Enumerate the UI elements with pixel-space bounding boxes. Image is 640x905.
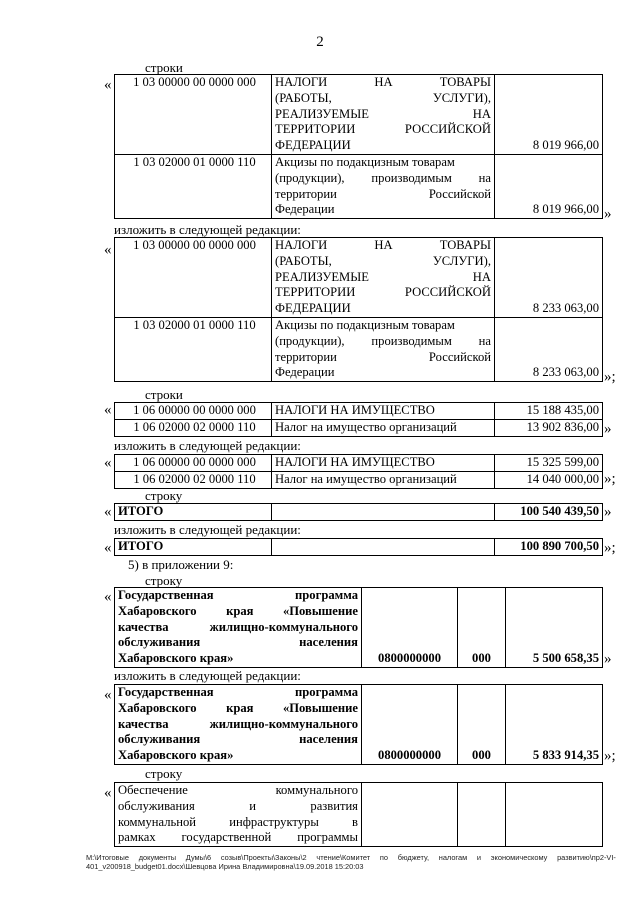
name-word: рамках	[118, 830, 156, 845]
name-line	[118, 651, 358, 667]
row-name	[272, 154, 495, 218]
label-appendix-9: 5) в приложении 9:	[128, 557, 234, 572]
name-line	[118, 799, 358, 815]
name-word: РОССИЙСКОЙ	[404, 285, 491, 300]
name-line	[118, 748, 358, 764]
label-stroki: строки	[145, 387, 183, 402]
name-line	[275, 238, 491, 254]
row-name	[115, 588, 362, 668]
name-line	[275, 350, 491, 366]
label-izlozhit: изложить в следующей редакции:	[114, 438, 301, 453]
quote-open: «	[104, 242, 112, 258]
name-line	[118, 815, 358, 831]
table-row	[115, 455, 603, 472]
name-line	[275, 270, 491, 286]
name-word: РЕАЛИЗУЕМЫЕ	[275, 106, 369, 121]
name-word: населения	[299, 635, 358, 650]
name-word: (продукции),	[275, 333, 345, 348]
name-word: обслуживания	[118, 635, 201, 650]
table-row	[115, 685, 603, 765]
name-word: программа	[295, 588, 358, 602]
name-word: «Повышение	[282, 603, 358, 618]
row-amount: 8 233 063,00	[495, 317, 603, 381]
name-line	[118, 783, 358, 799]
table-row	[115, 238, 603, 318]
row-amount: 13 902 836,00	[495, 419, 603, 436]
name-line	[275, 171, 491, 187]
row-name: НАЛОГИ НА ИМУЩЕСТВО	[272, 455, 495, 472]
footer-file-line: 401_v200918_budget01.docx\Шевцова Ирина Владимировна\19.09.2018 15:20:03	[86, 862, 364, 871]
name-word: РЕАЛИЗУЕМЫЕ	[275, 269, 369, 284]
footer-word: созыв\Проекты\Законы\2	[220, 853, 307, 862]
name-word: территории	[275, 186, 337, 201]
row-code: 1 06 02000 02 0000 110	[115, 471, 272, 488]
footer-path-line	[86, 853, 616, 862]
name-word: (РАБОТЫ,	[275, 90, 332, 105]
row-code: 1 03 00000 00 0000 000	[115, 75, 272, 155]
name-line	[275, 107, 491, 123]
name-line	[275, 187, 491, 203]
row-code: 1 03 02000 01 0000 110	[115, 317, 272, 381]
table-row	[115, 403, 603, 420]
name-word: Российской	[428, 349, 491, 364]
name-line	[118, 685, 358, 701]
name-word: качества	[118, 619, 169, 634]
name-word: производимым	[371, 170, 452, 185]
page-number: 2	[316, 34, 324, 50]
name-line	[118, 717, 358, 733]
name-word: ТОВАРЫ	[439, 75, 491, 89]
name-word: Хабаровского края»	[118, 748, 234, 763]
footer-word: документы	[138, 853, 177, 862]
row-name	[115, 783, 362, 847]
name-word: РОССИЙСКОЙ	[404, 122, 491, 137]
empty-cell	[272, 504, 495, 521]
footer-word: и	[476, 853, 482, 862]
row-code: 1 03 00000 00 0000 000	[115, 238, 272, 318]
name-line	[118, 620, 358, 636]
row-amount: 14 040 000,00	[495, 471, 603, 488]
name-line	[118, 830, 358, 846]
empty-cell	[506, 783, 603, 847]
name-word: УСЛУГИ),	[432, 90, 491, 105]
footer-word: бюджету,	[397, 853, 429, 862]
table-row	[115, 317, 603, 381]
name-word: (РАБОТЫ,	[275, 253, 332, 268]
quote-open: «	[104, 589, 112, 605]
row-amount: 15 325 599,00	[495, 455, 603, 472]
name-word: Государственная	[118, 685, 214, 699]
footer-word: экономическому	[490, 853, 548, 862]
row-name	[115, 685, 362, 765]
name-line	[118, 701, 358, 717]
name-word: коммунальной	[118, 814, 197, 829]
name-word: Обеспечение	[118, 783, 188, 797]
quote-close-semicolon: »;	[604, 471, 616, 487]
table-taxes-new	[114, 237, 603, 382]
quote-close-semicolon: »;	[604, 369, 616, 385]
row-name	[272, 317, 495, 381]
name-word: территории	[275, 349, 337, 364]
total-amount: 100 890 700,50	[495, 539, 603, 556]
document-footer	[86, 853, 616, 871]
quote-close: »	[604, 206, 612, 222]
expense-type: 000	[458, 685, 506, 765]
table-total-new	[114, 538, 603, 556]
table-row	[115, 419, 603, 436]
row-name: Налог на имущество организаций	[272, 419, 495, 436]
row-code: 1 06 00000 00 0000 000	[115, 455, 272, 472]
name-line	[275, 75, 491, 91]
row-code: 1 06 02000 02 0000 110	[115, 419, 272, 436]
table-property-old	[114, 402, 603, 437]
table-service-old	[114, 782, 603, 847]
quote-open: «	[104, 402, 112, 418]
name-word: ФЕДЕРАЦИИ	[275, 138, 351, 153]
name-word: жилищно-коммунального	[209, 716, 358, 731]
row-amount: 8 019 966,00	[495, 154, 603, 218]
table-row	[115, 783, 603, 847]
name-word: развития	[310, 798, 358, 813]
name-line	[275, 301, 491, 317]
quote-close: »	[604, 421, 612, 437]
table-total-old	[114, 503, 603, 521]
footer-word: Думы\6	[185, 853, 212, 862]
quote-close: »	[604, 504, 612, 520]
row-name: НАЛОГИ НА ИМУЩЕСТВО	[272, 403, 495, 420]
name-word: Федерации	[275, 202, 335, 217]
name-line	[275, 365, 491, 381]
name-word: края	[226, 603, 254, 618]
name-word: Федерации	[275, 365, 335, 380]
name-word: качества	[118, 716, 169, 731]
name-line	[118, 604, 358, 620]
name-word: Акцизы по подакцизным товарам	[275, 317, 455, 332]
total-label: ИТОГО	[115, 539, 272, 556]
name-word: и	[249, 798, 256, 813]
name-line	[275, 138, 491, 154]
quote-open: «	[104, 77, 112, 93]
name-word: на	[478, 170, 491, 185]
empty-cell	[458, 783, 506, 847]
name-word: края	[226, 700, 254, 715]
name-word: на	[478, 333, 491, 348]
name-word: НАЛОГИ	[275, 238, 328, 252]
label-stroku: строку	[145, 488, 183, 503]
name-word: ТЕРРИТОРИИ	[275, 285, 356, 300]
row-code: 1 06 00000 00 0000 000	[115, 403, 272, 420]
name-word: программы	[297, 830, 358, 845]
row-amount: 8 233 063,00	[495, 238, 603, 318]
name-word: ФЕДЕРАЦИИ	[275, 301, 351, 316]
footer-word: развитию\пр2-VI-	[557, 853, 616, 862]
name-word: программа	[295, 685, 358, 699]
name-word: ТЕРРИТОРИИ	[275, 122, 356, 137]
table-program-old	[114, 587, 603, 668]
name-line	[275, 285, 491, 301]
row-name	[272, 75, 495, 155]
row-code: 1 03 02000 01 0000 110	[115, 154, 272, 218]
name-line	[275, 334, 491, 350]
name-word: Хабаровского	[118, 603, 197, 618]
name-word: Хабаровского края»	[118, 651, 234, 666]
name-word: производимым	[371, 333, 452, 348]
table-program-new	[114, 684, 603, 765]
name-word: НА	[472, 269, 491, 284]
name-word: НА	[374, 238, 393, 252]
name-line	[118, 635, 358, 651]
label-izlozhit: изложить в следующей редакции:	[114, 222, 301, 237]
footer-word: M:\Итоговые	[86, 853, 129, 862]
name-word: инфраструктуры	[229, 814, 319, 829]
name-word: «Повышение	[282, 700, 358, 715]
name-word: УСЛУГИ),	[432, 253, 491, 268]
name-word: НА	[374, 75, 393, 89]
name-word: жилищно-коммунального	[209, 619, 358, 634]
name-word: (продукции),	[275, 170, 345, 185]
total-label: ИТОГО	[115, 504, 272, 521]
expense-type: 000	[458, 588, 506, 668]
label-stroku: строку	[145, 573, 183, 588]
table-row	[115, 471, 603, 488]
quote-close: »	[604, 651, 612, 667]
name-line	[275, 122, 491, 138]
total-amount: 100 540 439,50	[495, 504, 603, 521]
label-stroki: строки	[145, 60, 183, 75]
table-row	[115, 154, 603, 218]
quote-open: «	[104, 455, 112, 471]
name-word: населения	[299, 732, 358, 747]
name-word: обслуживания	[118, 732, 201, 747]
program-code: 0800000000	[362, 685, 458, 765]
name-word: Государственная	[118, 588, 214, 602]
name-word: ТОВАРЫ	[439, 238, 491, 252]
label-izlozhit: изложить в следующей редакции:	[114, 522, 301, 537]
label-izlozhit: изложить в следующей редакции:	[114, 668, 301, 683]
table-property-new	[114, 454, 603, 489]
row-amount: 15 188 435,00	[495, 403, 603, 420]
label-stroku: строку	[145, 766, 183, 781]
name-word: НА	[472, 106, 491, 121]
table-row	[115, 75, 603, 155]
name-line	[118, 588, 358, 604]
program-code: 0800000000	[362, 588, 458, 668]
footer-word: по	[379, 853, 389, 862]
row-name	[272, 238, 495, 318]
quote-open: «	[104, 540, 112, 556]
name-line	[275, 91, 491, 107]
name-word: коммунального	[275, 783, 358, 797]
name-line	[275, 202, 491, 218]
name-line	[275, 254, 491, 270]
footer-word: налогам	[438, 853, 468, 862]
name-line	[275, 318, 491, 334]
name-line	[275, 155, 491, 171]
quote-open: «	[104, 504, 112, 520]
name-line	[118, 732, 358, 748]
table-row	[115, 588, 603, 668]
row-name: Налог на имущество организаций	[272, 471, 495, 488]
row-amount: 5 833 914,35	[506, 685, 603, 765]
empty-cell	[272, 539, 495, 556]
empty-cell	[362, 783, 458, 847]
name-word: Хабаровского	[118, 700, 197, 715]
name-word: обслуживания	[118, 798, 195, 813]
footer-word: чтение\Комитет	[316, 853, 371, 862]
name-word: НАЛОГИ	[275, 75, 328, 89]
name-word: Российской	[428, 186, 491, 201]
name-word: в	[352, 814, 358, 829]
table-taxes-old	[114, 74, 603, 219]
quote-close-semicolon: »;	[604, 540, 616, 556]
quote-close-semicolon: »;	[604, 748, 616, 764]
name-word: Акцизы по подакцизным товарам	[275, 154, 455, 169]
name-word: государственной	[181, 830, 272, 845]
row-amount: 8 019 966,00	[495, 75, 603, 155]
quote-open: «	[104, 687, 112, 703]
row-amount: 5 500 658,35	[506, 588, 603, 668]
quote-open: «	[104, 785, 112, 801]
